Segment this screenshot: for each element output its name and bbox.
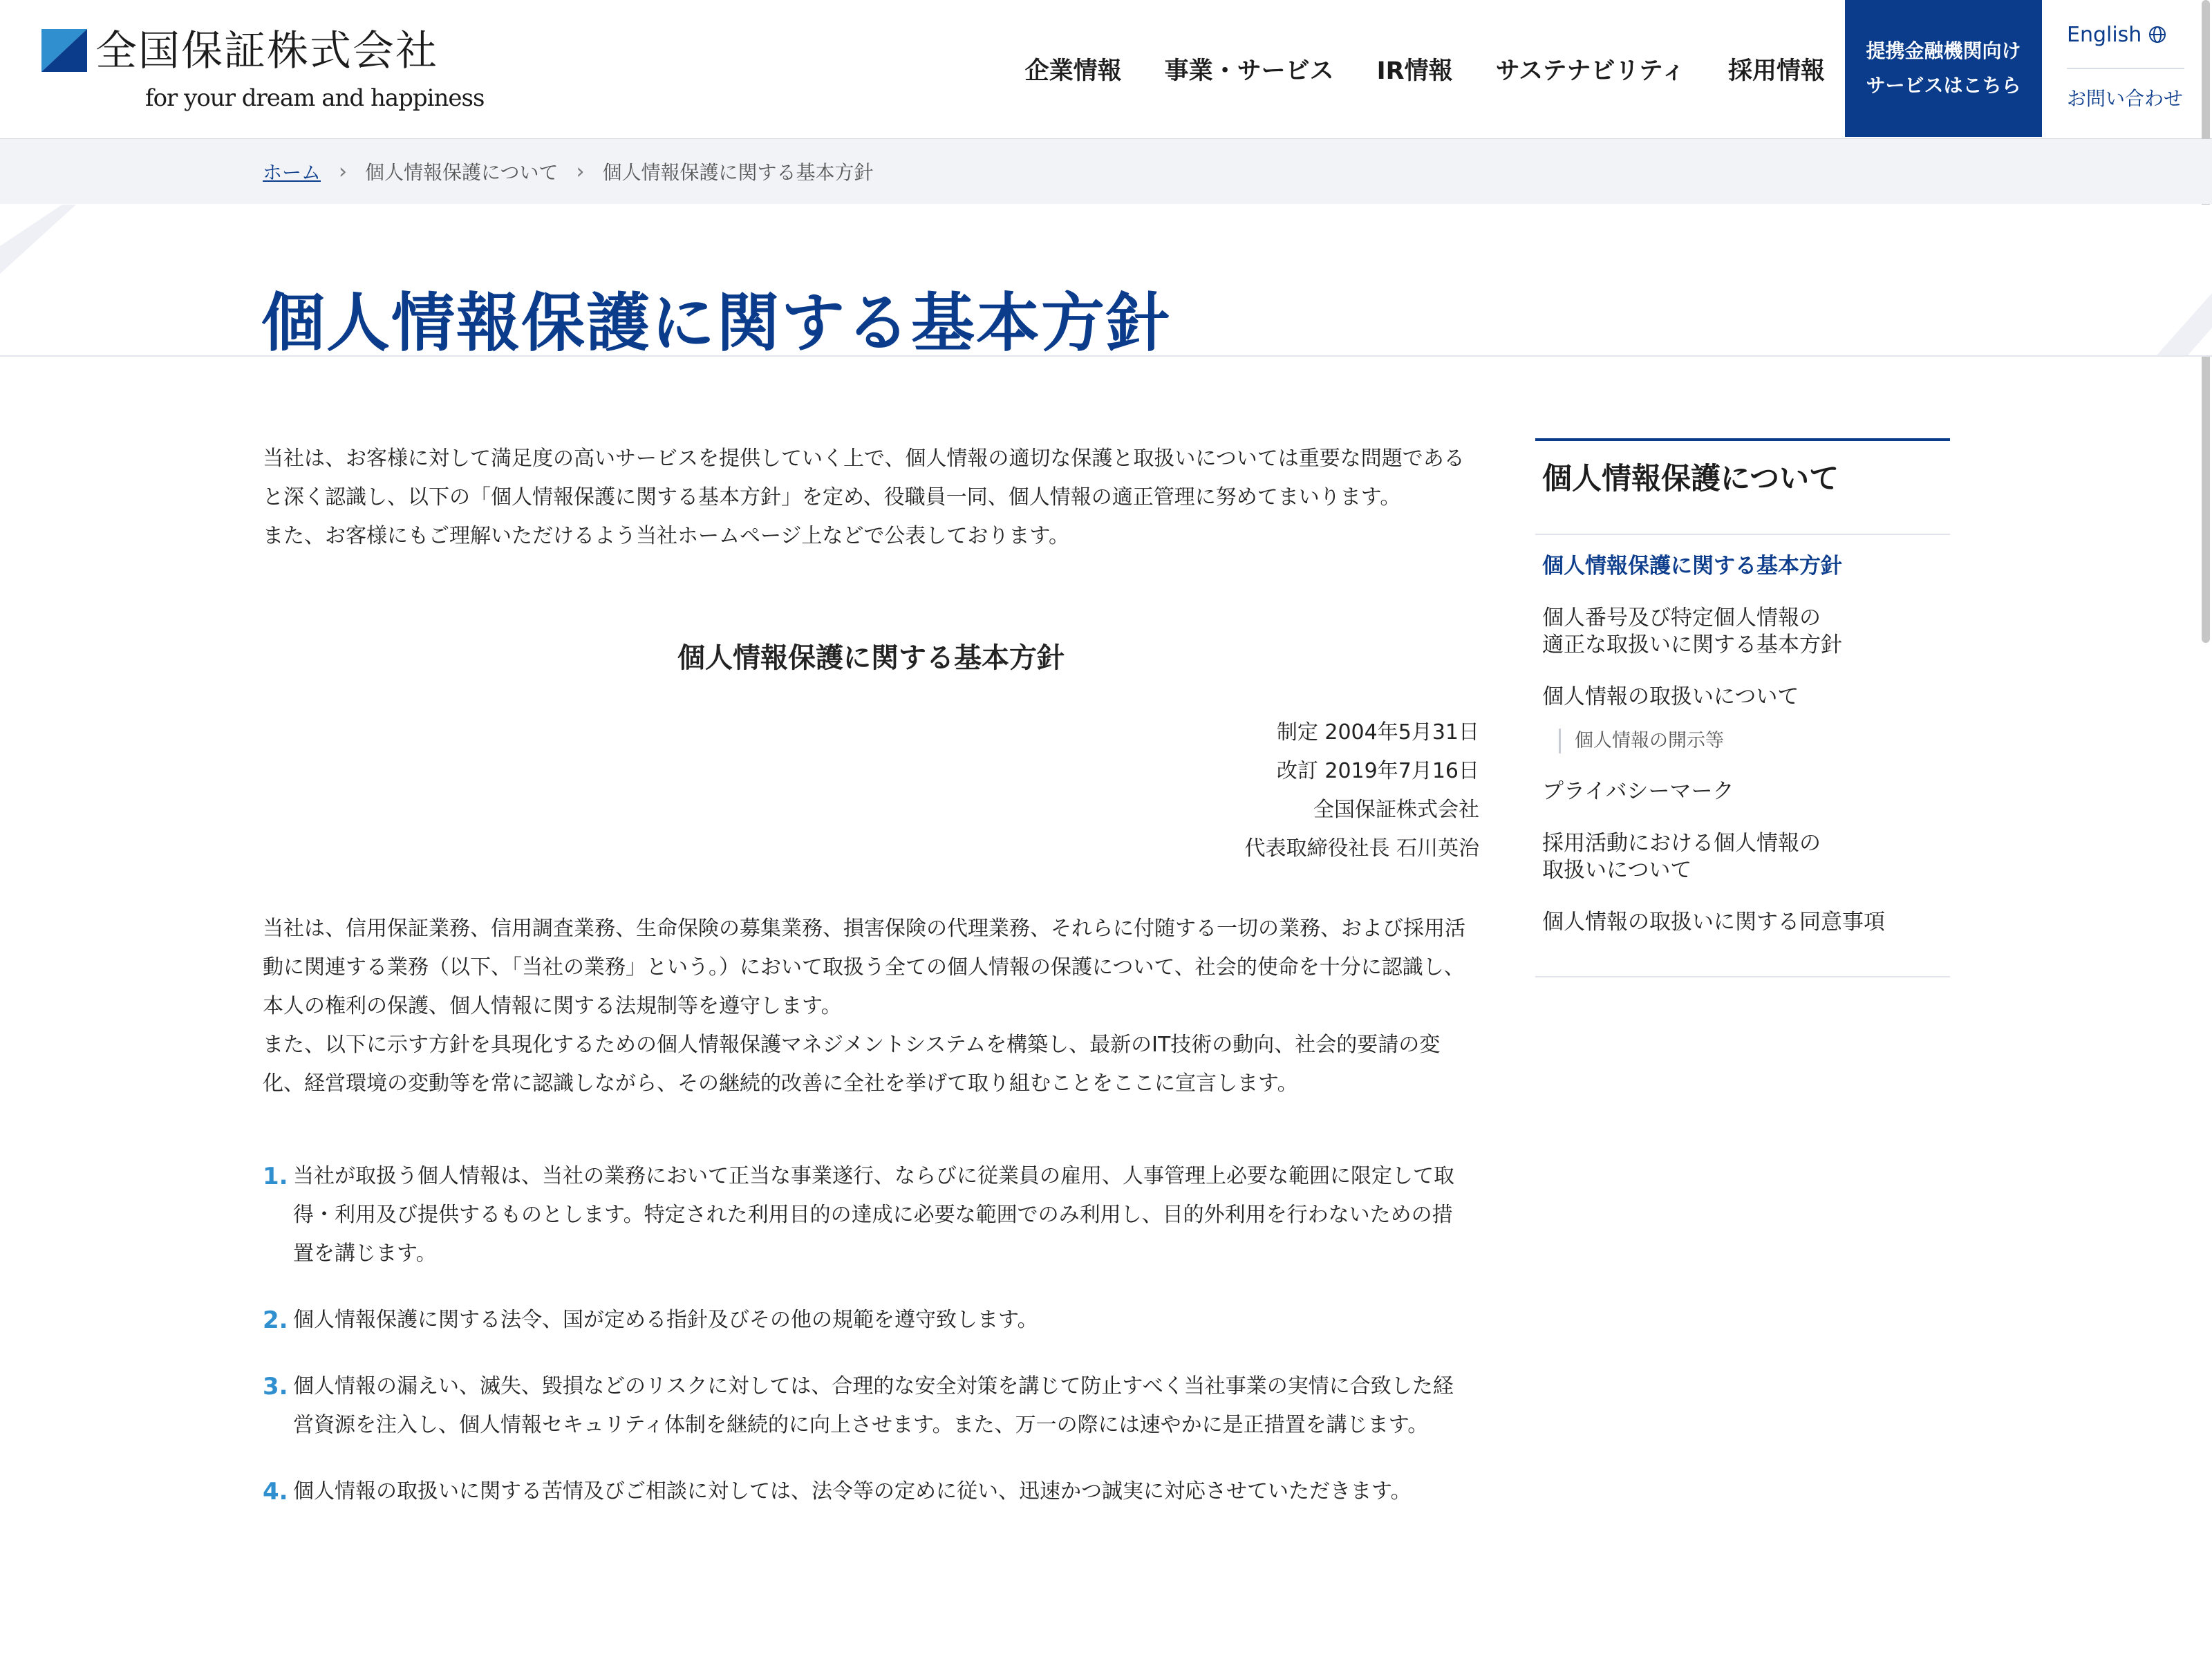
list-number: 3. (263, 1373, 288, 1400)
chevron-right-icon: › (576, 159, 585, 184)
main-content (263, 440, 1479, 1539)
established-date: 制定 2004年5月31日 (1276, 720, 1479, 744)
utility-links (2067, 14, 2184, 116)
policy-meta (263, 713, 1479, 868)
policy-title: 個人情報保護に関する基本方針 (677, 642, 1065, 674)
list-item (263, 1472, 1479, 1511)
side-nav-heading[interactable]: 個人情報保護について (1535, 441, 1950, 535)
utility-divider (2067, 68, 2184, 69)
list-item (263, 1367, 1479, 1445)
list-number: 1. (263, 1163, 288, 1190)
company-logo[interactable] (41, 25, 485, 115)
list-number: 2. (263, 1306, 288, 1334)
lead-paragraph: 当社は、お客様に対して満足度の高いサービスを提供していく上で、個人情報の適切な保護と取扱いについては重要な問題であると深く認識し、以下の「個人情報保護に関する基本方針」を定め、役職員一同、個人情報の適正管理に努めてまいります。 (263, 447, 1465, 509)
side-item-privacy-mark[interactable]: プライバシーマーク (1542, 779, 1734, 804)
nav-item-sustainability[interactable]: サステナビリティ (1495, 57, 1685, 85)
list-text: 当社が取扱う個人情報は、当社の業務において正当な事業遂行、ならびに従業員の雇用、人事管理上必要な範囲に限定して取得・利用及び提供するものとします。特定された利用目的の達成に必要な範囲でのみ利用し、目的外利用を行わないための措置を講じます。 (293, 1164, 1454, 1266)
breadcrumb-home-link[interactable]: ホーム (263, 161, 321, 184)
site-header (0, 0, 2212, 140)
list-item (263, 1301, 1479, 1340)
english-label: English (2067, 22, 2142, 47)
contact-link[interactable]: お問い合わせ (2067, 87, 2184, 110)
global-nav (1025, 43, 1825, 95)
nav-item-services[interactable]: 事業・サービス (1164, 57, 1334, 85)
side-nav-list (1535, 535, 1950, 977)
list-text: 個人情報の漏えい、滅失、毀損などのリスクに対しては、合理的な安全対策を講じて防止すべく当社事業の実情に合致した経営資源を注入し、個人情報セキュリティ体制を継続的に向上させます。また、万一の際には速やかに是正措置を講じます。 (293, 1374, 1454, 1437)
nav-item-corporate[interactable]: 企業情報 (1024, 57, 1122, 85)
decorative-stripe-left (0, 205, 76, 274)
list-number: 4. (263, 1478, 288, 1506)
breadcrumb (0, 139, 2212, 204)
decorative-stripe-right (2129, 279, 2212, 355)
title-band (0, 205, 2212, 357)
lead-paragraph-2: また、お客様にもご理解いただけるよう当社ホームページ上などで公表しております。 (263, 524, 1069, 548)
side-item-handling[interactable]: 個人情報の取扱いについて (1542, 684, 1799, 709)
breadcrumb-current: 個人情報保護に関する基本方針 (602, 161, 874, 184)
intro-paragraph-2: また、以下に示す方針を具現化するための個人情報保護マネジメントシステムを構築し、最新のIT技術の動向、社会的要請の変化、経営環境の変動等を常に認識しながら、その継続的改善に全社を挙げて取り組むことをここに宣言します。 (263, 1033, 1441, 1096)
partner-services-button[interactable] (1845, 0, 2042, 137)
company-tagline: for your dream and happiness (145, 84, 485, 112)
chevron-right-icon: › (339, 159, 348, 184)
side-item-consent[interactable]: 個人情報の取扱いに関する同意事項 (1542, 910, 1885, 935)
logo-mark-icon (41, 29, 87, 72)
breadcrumb-item-privacy[interactable]: 個人情報保護について (365, 161, 559, 184)
intro-paragraph: 当社は、信用保証業務、信用調査業務、生命保険の募集業務、損害保険の代理業務、それらに付随する一切の業務、および採用活動に関連する業務（以下、「当社の業務」という。）において取扱う全ての個人情報の保護について、社会的使命を十分に認識し、本人の権利の保護、個人情報に関する法規制等を遵守します。 (263, 917, 1465, 1018)
side-item-my-number-policy[interactable]: 個人番号及び特定個人情報の 適正な取扱いに関する基本方針 (1542, 606, 1842, 657)
side-item-recruit-handling[interactable]: 採用活動における個人情報の 取扱いについて (1542, 831, 1821, 883)
page-title: 個人情報保護に関する基本方針 (261, 285, 1172, 357)
side-subitem-disclosure[interactable]: 個人情報の開示等 (1559, 729, 1950, 753)
side-nav (1535, 438, 1950, 977)
list-item (263, 1157, 1479, 1273)
globe-icon (2148, 26, 2166, 44)
partner-button-line1: 提携金融機関向け (1866, 39, 2021, 62)
side-item-privacy-policy[interactable]: 個人情報保護に関する基本方針 (1542, 554, 1842, 579)
policy-intro (263, 910, 1479, 1103)
revised-date: 改訂 2019年7月16日 (1276, 759, 1479, 783)
english-link[interactable] (2067, 14, 2184, 55)
nav-item-recruit[interactable]: 採用情報 (1727, 57, 1825, 85)
list-text: 個人情報保護に関する法令、国が定める指針及びその他の規範を遵守致します。 (293, 1308, 1038, 1332)
company-signature: 全国保証株式会社 (1313, 798, 1479, 822)
company-name: 全国保証株式会社 (95, 27, 438, 75)
partner-button-line2: サービスはこちら (1866, 74, 2021, 97)
president-signature: 代表取締役社長 石川英治 (1244, 836, 1479, 861)
policy-list (263, 1157, 1479, 1511)
nav-item-ir[interactable]: IR情報 (1376, 57, 1453, 85)
list-text: 個人情報の取扱いに関する苦情及びご相談に対しては、法令等の定めに従い、迅速かつ誠実に対応させていただきます。 (293, 1479, 1412, 1503)
